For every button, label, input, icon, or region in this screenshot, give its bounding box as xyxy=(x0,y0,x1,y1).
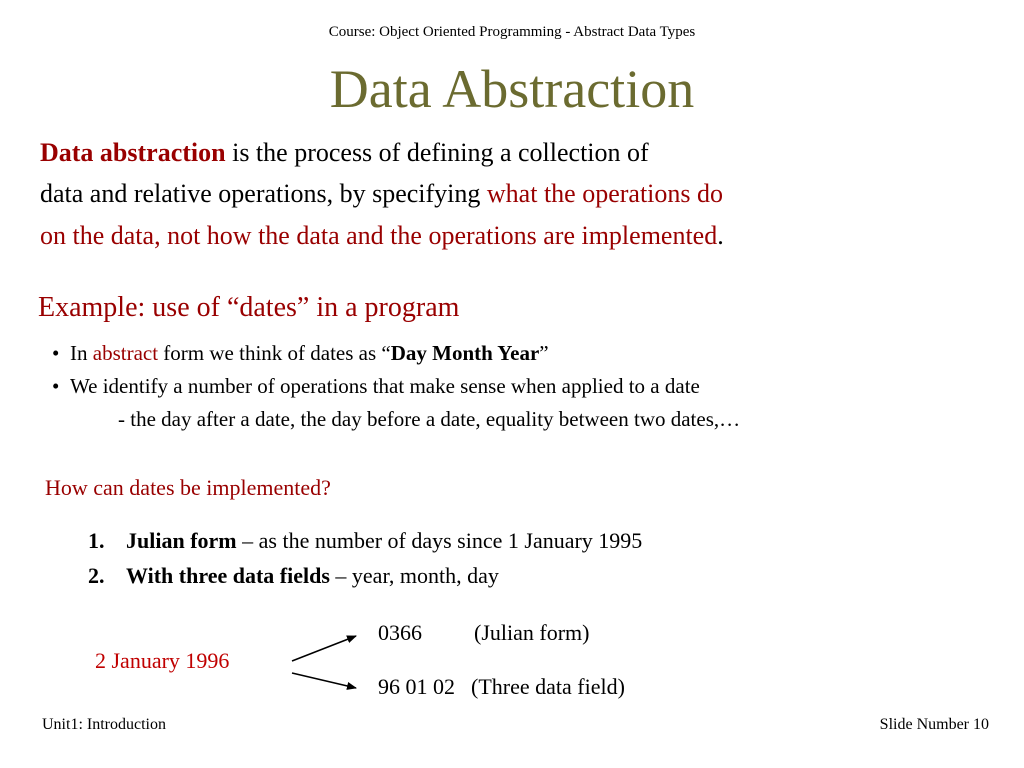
bullet-operations-sub: - the day after a date, the day before a date, equality between two dates,… xyxy=(118,407,741,431)
bullet-1-mid: form we think of dates as “ xyxy=(158,341,391,365)
julian-value: 0366 xyxy=(378,620,422,645)
arrow-to-three-fields xyxy=(292,673,356,688)
definition-line-2-highlight: what the operations do xyxy=(486,179,724,208)
three-field-label: (Three data field) xyxy=(471,674,625,699)
footer-slide-number: Slide Number 10 xyxy=(879,716,989,733)
bullet-1-end: ” xyxy=(539,341,549,365)
course-header: Course: Object Oriented Programming - Abstract Data Types xyxy=(328,24,696,40)
arrow-to-julian xyxy=(292,636,356,661)
bullet-2-text: We identify a number of operations that make sense when applied to a date xyxy=(70,374,700,398)
julian-form-result xyxy=(378,620,589,646)
definition-line-2-text: data and relative operations, by specifying xyxy=(40,179,487,208)
julian-label: (Julian form) xyxy=(474,620,590,645)
list-item-text: – year, month, day xyxy=(329,563,499,588)
list-item-text: – as the number of days since 1 January 1995 xyxy=(236,528,643,553)
slide-title: Data Abstraction xyxy=(329,59,695,119)
example-heading: Example: use of “dates” in a program xyxy=(38,292,460,323)
definition-line-3-end: . xyxy=(717,221,724,250)
date-example: 2 January 1996 xyxy=(95,648,230,673)
bullet-dot: • xyxy=(52,374,60,398)
list-marker: 2. xyxy=(88,563,105,588)
three-field-result xyxy=(378,674,625,700)
definition-line-3-highlight: on the data, not how the data and the operations are implemented xyxy=(40,221,718,250)
bullet-1-abstract: abstract xyxy=(92,341,159,365)
definition-line-1-text: is the process of defining a collection of xyxy=(225,138,649,167)
bullet-1-pre: In xyxy=(70,341,93,365)
list-item-bold: With three data fields xyxy=(126,563,330,588)
implementation-question: How can dates be implemented? xyxy=(45,475,331,500)
bullet-dot: • xyxy=(52,341,60,365)
definition-term: Data abstraction xyxy=(40,138,226,167)
list-item-bold: Julian form xyxy=(126,528,237,553)
list-marker: 1. xyxy=(88,528,105,553)
footer-unit: Unit1: Introduction xyxy=(42,716,166,733)
three-field-value: 96 01 02 xyxy=(378,674,455,699)
bullet-1-bold: Day Month Year xyxy=(390,341,540,365)
